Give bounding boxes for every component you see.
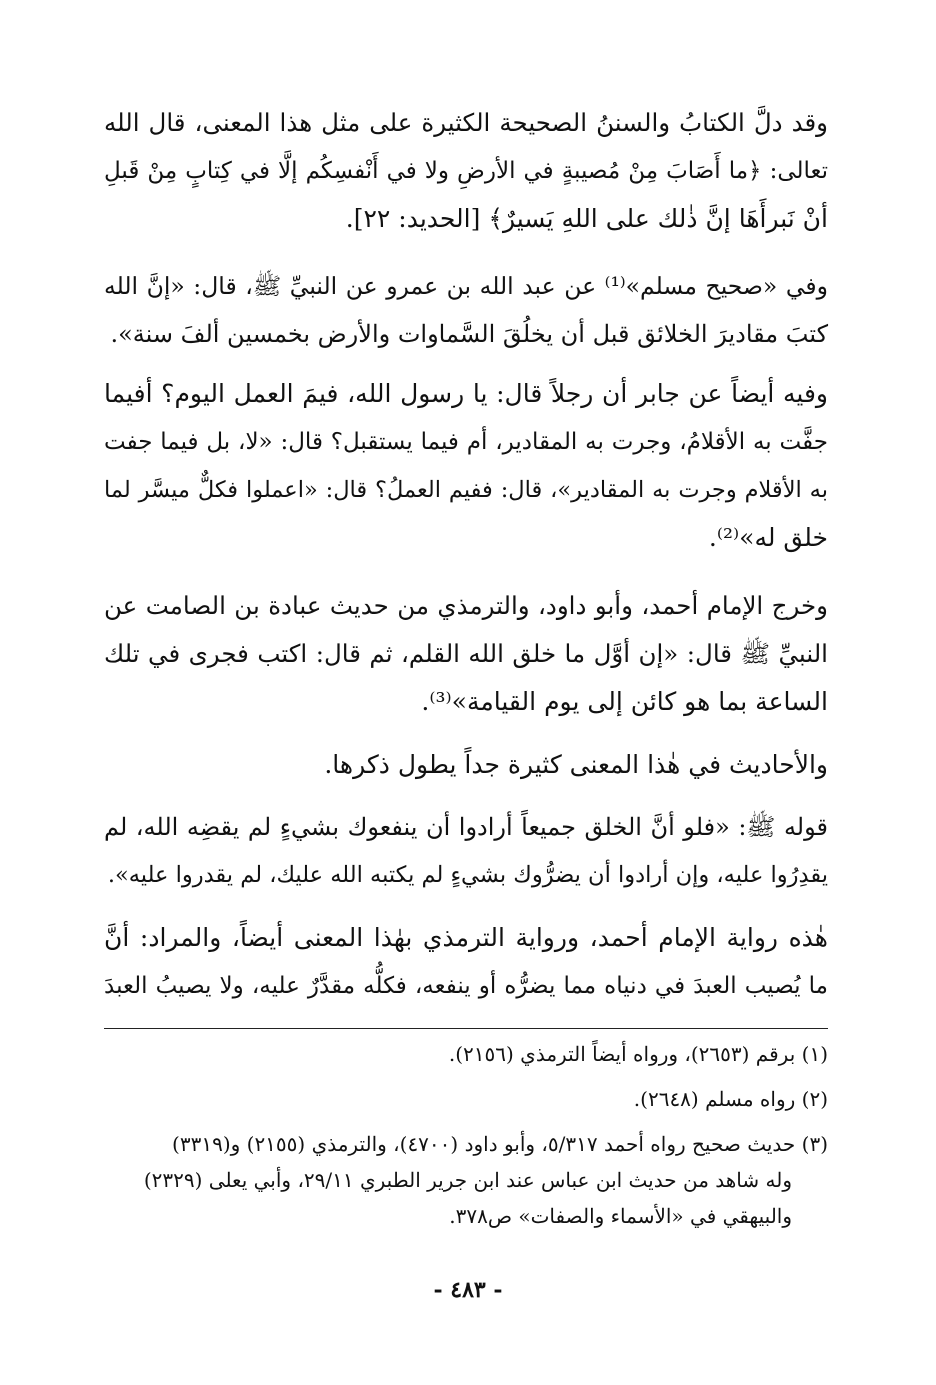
footnote-line: (٢) رواه مسلم (٢٦٤٨).: [633, 1087, 828, 1111]
text-line: الساعة بما هو كائن إلى يوم القيامة»⁽³⁾.: [421, 687, 828, 716]
text-line: قوله ﷺ: «فلو أنَّ الخلق جميعاً أرادوا أن ينفعوك بشيءٍ لم يقضِه الله، لم: [104, 813, 828, 841]
paragraph-2: [104, 262, 828, 358]
paragraph-3: [104, 370, 828, 562]
footnote-line: (٣) حديث صحيح رواه أحمد ٥/٣١٧، وأبو داود (٤٧٠٠)، والترمذي (٢١٥٥) و(٣٣١٩): [172, 1132, 828, 1156]
text-line: وقد دلَّ الكتابُ والسننُ الصحيحة الكثيرة على مثل هذا المعنى، قال الله: [104, 108, 828, 137]
paragraph-6: [104, 803, 828, 899]
text-line: يقدِرُوا عليه، وإن أرادوا أن يضرُّوك بشيءٍ لم يكتبه الله عليك، لم يقدروا عليه».: [107, 862, 828, 888]
text-line: ما يُصيب العبدَ في دنياه مما يضرُّه أو ينفعه، فكلُّه مقدَّرٌ عليه، ولا يصيبُ العبدَ: [104, 973, 828, 999]
text-line: والأحاديث في هٰذا المعنى كثيرة جداً يطول ذكرها.: [324, 750, 828, 779]
text-line: تعالى: ﴿ما أَصَابَ مِنْ مُصيبةٍ في الأرضِ ولا في أَنْفسِكُم إلَّا في كِتابٍ مِنْ قَبلِ: [104, 158, 828, 184]
footnote-line: (١) برقم (٢٦٥٣)، ورواه أيضاً الترمذي (٢١٥٦).: [448, 1042, 828, 1066]
footnote-separator: [104, 1028, 828, 1029]
text-line: خلق له»⁽²⁾.: [708, 523, 828, 552]
text-line: النبيِّ ﷺ قال: «إن أوَّل ما خلق الله القلم، ثم قال: اكتب فجرى في تلك: [104, 639, 828, 668]
text-line: هٰذه رواية الإمام أحمد، ورواية الترمذي بهٰذا المعنى أيضاً، والمراد: أنَّ: [104, 923, 828, 952]
text-line: كتبَ مقاديرَ الخلائق قبل أن يخلُقَ السَّماوات والأرض بخمسين ألفَ سنة».: [110, 320, 828, 348]
paragraph-1: [104, 99, 828, 243]
text-line: وخرج الإمام أحمد، وأبو داود، والترمذي من حديث عبادة بن الصامت عن: [104, 591, 828, 620]
text-line: جفَّت به الأقلامُ، وجرت به المقادير، أم فيما يستقبل؟ قال: «لا، بل فيما جفت: [104, 429, 828, 455]
text-line: وفيه أيضاً عن جابر أن رجلاً قال: يا رسول الله، فيمَ العمل اليوم؟ أفيما: [104, 379, 828, 408]
footnote-line: والبيهقي في «الأسماء والصفات» ص٣٧٨.: [449, 1204, 792, 1228]
text-line: به الأقلام وجرت به المقادير»، قال: ففيم العملُ؟ قال: «اعملوا فكلٌّ ميسَّر لما: [104, 477, 828, 503]
text-line: أنْ نَبرأَهَا إنَّ ذٰلك على اللهِ يَسيرٌ﴾ [الحديد: ٢٢].: [345, 204, 828, 233]
footnote-1: [104, 1036, 828, 1072]
footnote-3: [104, 1126, 828, 1234]
text-line: وفي «صحيح مسلم»⁽¹⁾ عن عبد الله بن عمرو عن النبيِّ ﷺ، قال: «إنَّ الله: [104, 272, 828, 300]
paragraph-7: [104, 914, 828, 1010]
footnote-2: [104, 1081, 828, 1117]
footnote-line: وله شاهد من حديث ابن عباس عند ابن جرير الطبري ٢٩/١١، وأبي يعلى (٢٣٢٩): [143, 1168, 792, 1192]
paragraph-4: [104, 582, 828, 726]
paragraph-5: [104, 741, 828, 789]
page-number: - ٤٨٣ -: [433, 1277, 503, 1303]
